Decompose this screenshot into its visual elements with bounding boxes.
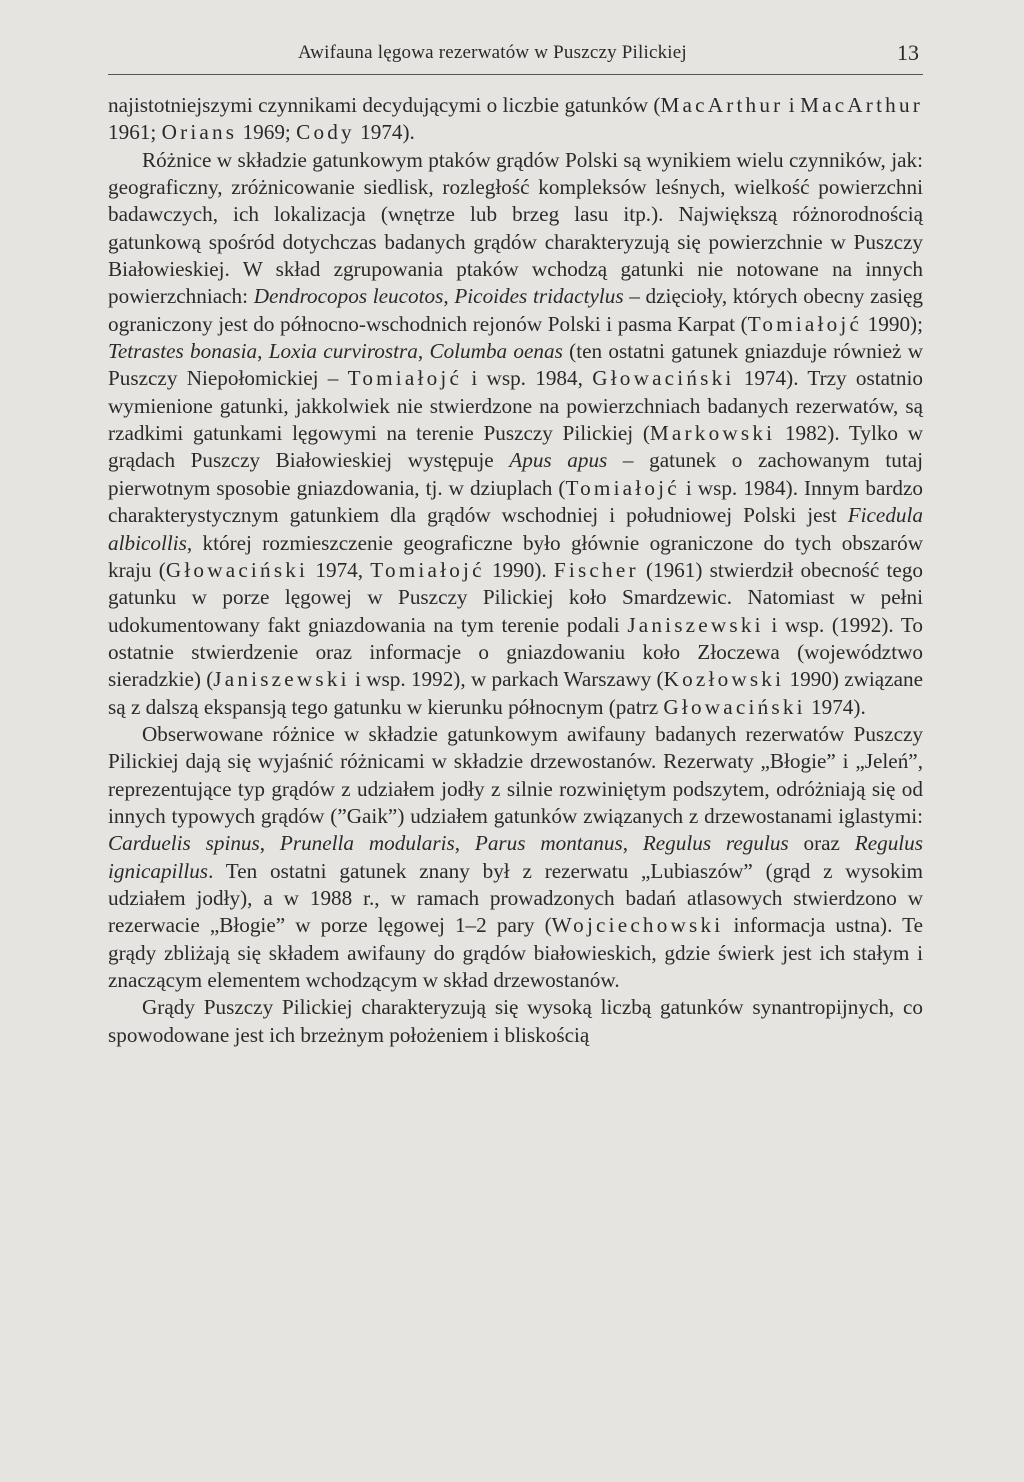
text-run: ,: [417, 339, 430, 364]
text-run: i wsp. 1984). Innym bardzo charakterystycznym gatunkiem dla grądów wschodniej i południowej Polski jest: [108, 475, 924, 528]
species-name: Prunella modularis: [279, 831, 455, 856]
text-run: oraz: [788, 831, 855, 856]
author-name: Orians: [161, 120, 238, 145]
author-name: MacArthur: [660, 93, 784, 117]
text-run: – dzięcioły, których obecny zasięg ograniczony jest do północno-wschodnich rejonów Polski i pasma Karpat (: [108, 284, 924, 336]
paragraph: [108, 721, 923, 994]
author-name: Głowaciński: [165, 557, 309, 582]
text-run: i: [783, 93, 801, 117]
species-name: Picoides tridactylus: [454, 284, 624, 309]
author-name: Markowski: [649, 421, 776, 446]
text-run: i wsp. 1984,: [462, 366, 593, 391]
text-run: . Ten ostatni gatunek znany był z rezerwatu „Lubiaszów” (grąd z wysokim udziałem jodły), a w 1988 r., w ramach prowadzonych badań atlasowych stwierdzono w rezerwacie „Błogie” w porze lęgowej 1–2 pary (: [108, 858, 923, 938]
species-name: Regulus ignicapillus: [108, 831, 924, 883]
text-run: ,: [454, 831, 475, 856]
author-name: Kozłowski: [663, 667, 785, 692]
species-name: Ficedula albicollis: [108, 503, 923, 555]
body-text: [108, 92, 923, 1049]
author-name: Wojciechowski: [551, 913, 724, 938]
species-name: Tetrastes bonasia: [108, 339, 258, 364]
author-name: Cody: [296, 120, 355, 145]
text-run: i wsp. 1992), w parkach Warszawy (: [349, 667, 664, 692]
paragraph: [108, 994, 923, 1049]
author-name: Tomiałojć: [370, 557, 485, 582]
author-name: Janiszewski: [627, 612, 764, 637]
author-name: Tomiałojć: [747, 311, 863, 336]
species-name: Parus montanus: [474, 831, 623, 856]
running-title: Awifauna lęgowa rezerwatów w Puszczy Pilickiej: [298, 42, 687, 63]
author-name: Tomiałojć: [565, 475, 680, 500]
text-run: 1990);: [862, 311, 923, 336]
author-name: Tomiałojć: [347, 366, 463, 391]
text-run: ,: [443, 284, 455, 309]
species-name: Regulus regulus: [642, 831, 789, 856]
species-name: Dendrocopos leucotos: [253, 284, 444, 309]
text-run: 1974).: [354, 120, 415, 145]
text-run: najistotniejszymi czynnikami decydującymi o liczbie gatunków (: [108, 93, 661, 117]
text-run: ,: [259, 831, 280, 856]
text-run: ,: [622, 831, 643, 856]
text-run: 1974).: [805, 694, 866, 719]
species-name: Loxia curvirostra: [268, 339, 418, 364]
author-name: Głowaciński: [663, 694, 806, 719]
author-name: Głowaciński: [592, 366, 735, 391]
text-run: i wsp. (1992). To ostatnie stwierdzenie oraz informacje o gniazdowaniu koło Złoczewa (województwo sieradzkie) (: [108, 612, 923, 692]
text-run: (ten ostatni gatunek gniazduje również w Puszczy Niepołomickiej –: [108, 339, 924, 391]
author-name: Fischer: [553, 557, 639, 582]
text-run: , której rozmieszczenie geograficzne było głównie ograniczone do tych obszarów kraju (: [108, 530, 923, 582]
text-run: 1990) związane są z dalszą ekspansją tego gatunku w kierunku północnym (patrz: [108, 667, 924, 719]
text-run: Różnice w składzie gatunkowym ptaków grądów Polski są wynikiem wielu czynników, jak: geograficzny, zróżnicowanie siedlisk, rozległość kompleksów leśnych, wielkość powierzchni badawczych, ich lokalizacja (wnętrze lub brzeg lasu itp.). Największą różnorodnością gatunkową spośród dotychczas badanych grądów charakteryzują się powierzchnie w Puszczy Białowieskiej. W skład zgrupowania ptaków wchodzą gatunki nie notowane na innych powierzchniach:: [108, 147, 923, 309]
text-run: 1969;: [237, 120, 297, 145]
text-run: ,: [257, 339, 269, 364]
species-name: Columba oenas: [429, 339, 563, 364]
paragraph: [108, 147, 923, 721]
text-run: informacja ustna). Te grądy zbliżają się składem awifauny do grądów białowieskich, gdzie świerk jest ich stałym i znaczącym elementem wchodzącym w skład drzewostanów.: [108, 913, 923, 992]
text-run: 1974,: [308, 557, 371, 582]
text-run: Obserwowane różnice w składzie gatunkowym awifauny badanych rezerwatów Puszczy Pilickiej dają się wyjaśnić różnicami w składzie drzewostanów. Rezerwaty „Błogie” i „Jeleń”, reprezentujące typ grądów z udziałem jodły z silnie rozwiniętym podszytem, odróżniają się od innych typowych grądów (”Gaik”) udziałem gatunków związanych z drzewostanami iglastymi:: [108, 721, 923, 828]
species-name: Carduelis spinus: [108, 831, 260, 856]
page-number: 13: [897, 40, 919, 65]
author-name: MacArthur: [800, 93, 923, 117]
paragraph: [108, 92, 923, 147]
text-run: 1961;: [108, 120, 162, 145]
running-header: [108, 38, 923, 75]
text-run: – gatunek o zachowanym tutaj pierwotnym sposobie gniazdowania, tj. w dziuplach (: [108, 448, 923, 500]
text-run: Grądy Puszczy Pilickiej charakteryzują się wysoką liczbą gatunków synantropijnych, co spowodowane jest ich brzeżnym położeniem i bliskością: [108, 995, 923, 1047]
species-name: Apus apus: [509, 448, 608, 473]
text-run: 1982). Tylko w grądach Puszczy Białowieskiej występuje: [108, 421, 923, 473]
text-run: 1974). Trzy ostatnio wymienione gatunki, jakkolwiek nie stwierdzone na powierzchniach badanych rezerwatów, są rzadkimi gatunkami lęgowymi na terenie Puszczy Pilickiej (: [108, 366, 924, 446]
author-name: Janiszewski: [213, 667, 350, 692]
text-run: (1961) stwierdził obecność tego gatunku w porze lęgowej w Puszczy Pilickiej koło Smardzewic. Natomiast w pełni udokumentowany fakt gniazdowania na tym terenie podali: [108, 557, 924, 637]
text-run: 1990).: [484, 557, 554, 582]
